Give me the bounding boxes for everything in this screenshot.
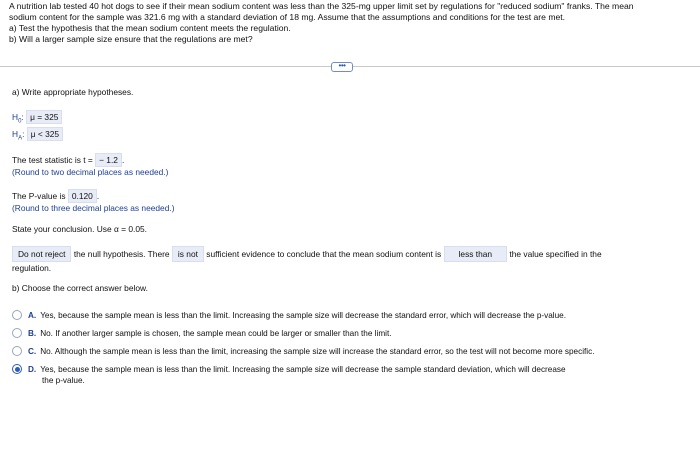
t-hint: (Round to two decimal places as needed.)	[12, 167, 169, 177]
option-text: No. If another larger sample is chosen, the sample mean could be larger or smaller than the limit.	[40, 329, 392, 338]
option-letter: A.	[28, 311, 37, 320]
conclusion-text-2: sufficient evidence to conclude that the mean sodium content is	[206, 249, 442, 259]
alt-hypothesis	[12, 127, 63, 145]
radio-a[interactable]	[12, 310, 22, 320]
radio-b[interactable]	[12, 328, 22, 338]
conclusion-text-1: the null hypothesis. There	[73, 249, 170, 259]
more-button[interactable]: •••	[331, 62, 353, 72]
question-text	[9, 1, 693, 45]
h0-label: $H_0$:	[12, 112, 24, 125]
question-line: a) Test the hypothesis that the mean sodium content meets the regulation.	[9, 23, 291, 33]
test-statistic: The test statistic is t = − 1.2 .	[12, 155, 125, 165]
part-b-heading: b) Choose the correct answer below.	[12, 283, 148, 293]
null-hypothesis	[12, 110, 62, 128]
ha-label: $H_A$:	[12, 129, 25, 142]
radio-d-selected[interactable]	[12, 364, 22, 374]
part-a-heading: a) Write appropriate hypotheses.	[12, 87, 134, 97]
p-prefix: The P-value is	[12, 191, 66, 201]
option-a[interactable]	[12, 310, 566, 321]
conclusion-sentence	[12, 246, 602, 262]
option-text: Yes, because the sample mean is less than the limit. Increasing the sample size will decrease the sample standard deviation, which will decrease	[40, 365, 566, 374]
p-hint: (Round to three decimal places as needed.)	[12, 203, 175, 213]
conclusion-text-3: the value specified in the	[509, 249, 602, 259]
option-letter: D.	[28, 365, 37, 374]
option-letter: B.	[28, 329, 37, 338]
option-text: Yes, because the sample mean is less than the limit. Increasing the sample size will decrease the standard error, which will decrease the p-value.	[40, 311, 566, 320]
question-line: A nutrition lab tested 40 hot dogs to see if their mean sodium content was less than the 325-mg upper limit set by regulations for "reduced sodium" franks. The mean	[9, 1, 634, 11]
option-b[interactable]	[12, 328, 392, 339]
option-d-continued: the p-value.	[42, 376, 85, 385]
conclusion-prompt: State your conclusion. Use α = 0.05.	[12, 224, 147, 234]
conclusion-text-4: regulation.	[12, 263, 52, 273]
option-text: No. Although the sample mean is less than the limit, increasing the sample size will increase the standard error, so the test will not become more specific.	[40, 347, 595, 356]
option-d[interactable]	[12, 364, 566, 375]
evidence-dropdown[interactable]: is not	[172, 246, 204, 262]
direction-dropdown[interactable]: less than	[444, 246, 508, 262]
question-line: b) Will a larger sample size ensure that the regulations are met?	[9, 34, 253, 44]
question-line: sodium content for the sample was 321.6 mg with a standard deviation of 18 mg. Assume that the assumptions and conditions for the test are met.	[9, 12, 566, 22]
ha-answer[interactable]: μ < 325	[27, 127, 63, 141]
h0-answer[interactable]: μ = 325	[26, 110, 62, 124]
t-prefix: The test statistic is t =	[12, 155, 93, 165]
reject-dropdown[interactable]: Do not reject	[12, 246, 71, 262]
p-value: The P-value is 0.120 .	[12, 191, 100, 201]
radio-c[interactable]	[12, 346, 22, 356]
option-letter: C.	[28, 347, 37, 356]
p-answer[interactable]: 0.120	[68, 189, 97, 203]
t-answer[interactable]: − 1.2	[95, 153, 122, 167]
option-c[interactable]	[12, 346, 594, 357]
